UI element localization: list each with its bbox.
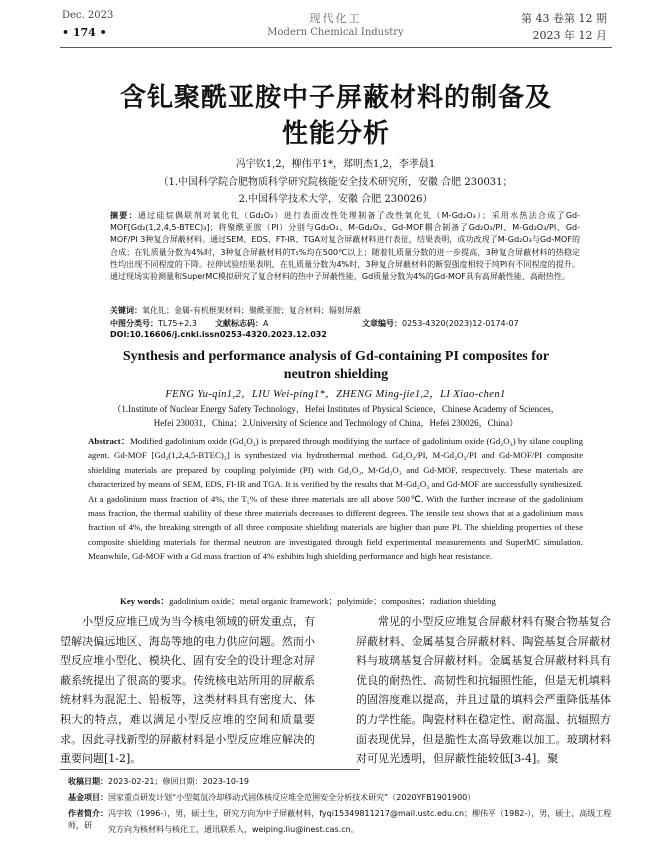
authors-en: FENG Yu-qin1,2，LIU Wei-ping1*，ZHENG Ming-jie1,2，LI Xiao-chen1	[165, 389, 506, 400]
footnote-funding	[68, 792, 623, 804]
title-cn-line-2: 性能分析	[281, 119, 390, 149]
keywords-cn	[110, 305, 361, 316]
doc-code-label: 文献标志码：	[215, 319, 263, 328]
affiliation-cn-1: （1.中国科学院合肥物质科学研究院核能安全技术研究所，安徽 合肥 230031；	[158, 177, 513, 188]
footnote-rule	[60, 769, 360, 770]
abstract-en	[88, 434, 583, 564]
footnote-dates	[68, 776, 623, 788]
abstract-cn-text: 通过硅烷偶联剂对氧化钆（Gd₂O₃）进行表面改性处理制备了改性氧化钆（M-Gd₂O₃）；采用水热法合成了Gd-MOF[Gd₂(1,2,4,5-BTEC)₃]；将聚酰亚胺（PI）分别与Gd₂O₃、M-Gd₂O₃、Gd-MOF耦合制备了Gd₂O₃/PI、M-Gd₂O₃/PI、Gd-MOF/PI 3种复合屏蔽材料。通过SEM、EDS、FT-IR、TGA对复合屏蔽材料进行表征，结果表明，成功改现了M-Gd₂O₃与Gd-MOF的合成；在钆质量分数为4%时，3种复合屏蔽材料的T₅%均在500℃以上；随着钆质量分数的进一步提高，3种复合屏蔽材料的热稳定性均出现不同程度的下降。拉伸试验结果表明，在钆质量分数为4%时，3种复合屏蔽材料的断裂强度相较于纯PI有不同程度的提升。通过现场实验测量和SuperMC模拟研究了复合材料的热中子屏蔽性能，Gd质量分数为4%的Gd-MOF具有高屏蔽性能、高耐热性。	[110, 211, 581, 282]
abstract-en-label: Abstract：	[88, 436, 130, 446]
authors-cn: 冯宇钦1,2，柳伟平1*，郑明杰1,2，李孝晨1	[235, 159, 436, 170]
keywords-en-text: gadolinium oxide；metal organic framework；polyimide；composites；radiation shielding	[169, 596, 496, 606]
clc-value: TL75+2.3	[158, 319, 197, 328]
header-journal-cn: 现代化工	[309, 12, 362, 25]
title-en-line-2: neutron shielding	[283, 367, 389, 382]
header-volume-cn: 第 43 卷第 12 期	[521, 12, 607, 25]
abstract-cn	[110, 210, 580, 283]
keywords-cn-label: 关键词：	[110, 306, 142, 315]
keywords-cn-text: 氧化钆；金属-有机框架材料；聚酰亚胺；复合材料；辐射屏蔽	[142, 306, 361, 315]
affiliation-cn-2: 2.中国科学技术大学，安徽 合肥 230026）	[238, 194, 433, 205]
running-header	[0, 10, 671, 46]
footnote-dates-label: 收稿日期：	[68, 777, 108, 786]
body-column-right: 常见的小型反应堆复合屏蔽材料有聚合物基复合屏蔽材料、金属基复合屏蔽材料、陶瓷基复合屏蔽材料与玻璃基复合屏蔽材料。金属基复合屏蔽材料具有优良的耐热性、高韧性和抗辐照性能，但是无机填料的固溶度难以提高，并且过量的填料会严重降低基体的力学性能。陶瓷材料在稳定性、耐高温、抗辐照方面表现优异，但是脆性太高导致难以加工。玻璃材料对可见光透明，但屏蔽性能较低[3-4]。聚	[356, 615, 611, 766]
abstract-cn-label: 摘要：	[110, 211, 138, 220]
footnote-funding-text: 国家重点研发计划“小型氦氙冷却移动式固体核反应堆全范围安全分析技术研究”（2020YFB1901900）	[108, 793, 476, 802]
clc-label: 中图分类号：	[110, 319, 158, 328]
header-journal-en: Modern Chemical Industry	[267, 27, 404, 38]
affiliation-en-1: （1.Institute of Nuclear Energy Safety Technology，Hefei Institutes of Physical Science，Chinese Academy of Sciences，	[112, 404, 560, 414]
header-page-number: • 174 •	[62, 26, 107, 39]
affiliation-en-2: Hefei 230031，China；2.University of Science and Technology of China，Hefei 230026，China）	[153, 418, 519, 428]
keywords-en	[120, 594, 496, 607]
footnote-author-text-1: 冯宇钦（1996-），男，硕士生，研究方向为中子屏蔽材料，fyqi15349811217@mail.ustc.edu.cn；柳伟平（1982-），男，硕士，高级工程师，研	[68, 809, 612, 830]
classification-row	[110, 318, 580, 329]
doi: DOI:10.16606/j.cnki.issn0253-4320.2023.12.032	[110, 330, 327, 339]
header-date-en: Dec. 2023	[62, 10, 114, 21]
footnote-author-label: 作者简介：	[68, 809, 108, 818]
title-en-line-1: Synthesis and performance analysis of Gd-containing PI composites for	[122, 349, 550, 364]
title-en	[80, 348, 592, 384]
article-number-value: 0253-4320(2023)12-0174-07	[402, 319, 519, 328]
footnote-dates-text: 2023-02-21；修回日期：2023-10-19	[108, 777, 249, 786]
header-rule	[60, 47, 612, 48]
title-cn	[60, 80, 612, 152]
footnote-funding-label: 基金项目：	[68, 793, 108, 802]
keywords-en-label: Key words：	[120, 596, 170, 606]
abstract-en-text: Modified gadolinium oxide (Gd₂O₃) is prepared through modifying the surface of gadolinium oxide (Gd₂O₃) by silane coupling agent. Gd-MOF [Gd₂(1,2,4,5-BTEC)₃] is synthesized via hydrothermal method. Gd₂O₃/PI, M-Gd₂O₃/PI and Gd-MOF/PI composite shielding materials are prepared by coupling polyimide (PI) with Gd₂O₃, M-Gd₂O₃ and Gd-MOF, respectively. These materials are characterized by means of SEM, EDS, FI-IR and TGA. It is verified by the results that M-Gd₂O₃ and Gd-MOF are successfully synthesized. At a gadolinium mass fraction of 4%, the T₅% of these three materials are all above 500℃. With the further increase of the gadolinium mass fraction, the thermal stability of these three materials decreases to different degrees. The tensile test shows that at a gadolinium mass fraction of 4%, the breaking strength of all three composite shielding materials are higher than pure PI. The shielding properties of these composite shielding materials for thermal neutron are investigated through field experimental measurements and SuperMC simulation. Meanwhile, Gd-MOF with a Gd mass fraction of 4% exhibits high shielding performance and high heat resistance.	[88, 436, 583, 562]
article-number-label: 文章编号：	[362, 319, 402, 328]
header-date-cn: 2023 年 12 月	[532, 29, 607, 42]
doc-code-value: A	[263, 319, 269, 328]
footnote-author-2: 究方向为核材料与核化工，通讯联系人，weiping.liu@inest.cas.cn。	[108, 825, 359, 834]
title-cn-line-1: 含钆聚酰亚胺中子屏蔽材料的制备及	[119, 83, 552, 113]
body-column-left: 小型反应堆已成为当今核电领域的研发重点，有望解决偏远地区、海岛等地的电力供应问题。然而小型反应堆小型化、模块化、固有安全的设计理念对屏蔽系统提出了很高的要求。传统核电站所用的屏蔽系统材料为混泥土、铅板等，这类材料具有密度大、体积大的特点，难以满足小型反应堆的空间和质量要求。因此寻找新型的屏蔽材料是小型反应堆应解决的重要问题[1-2]。	[60, 615, 315, 766]
